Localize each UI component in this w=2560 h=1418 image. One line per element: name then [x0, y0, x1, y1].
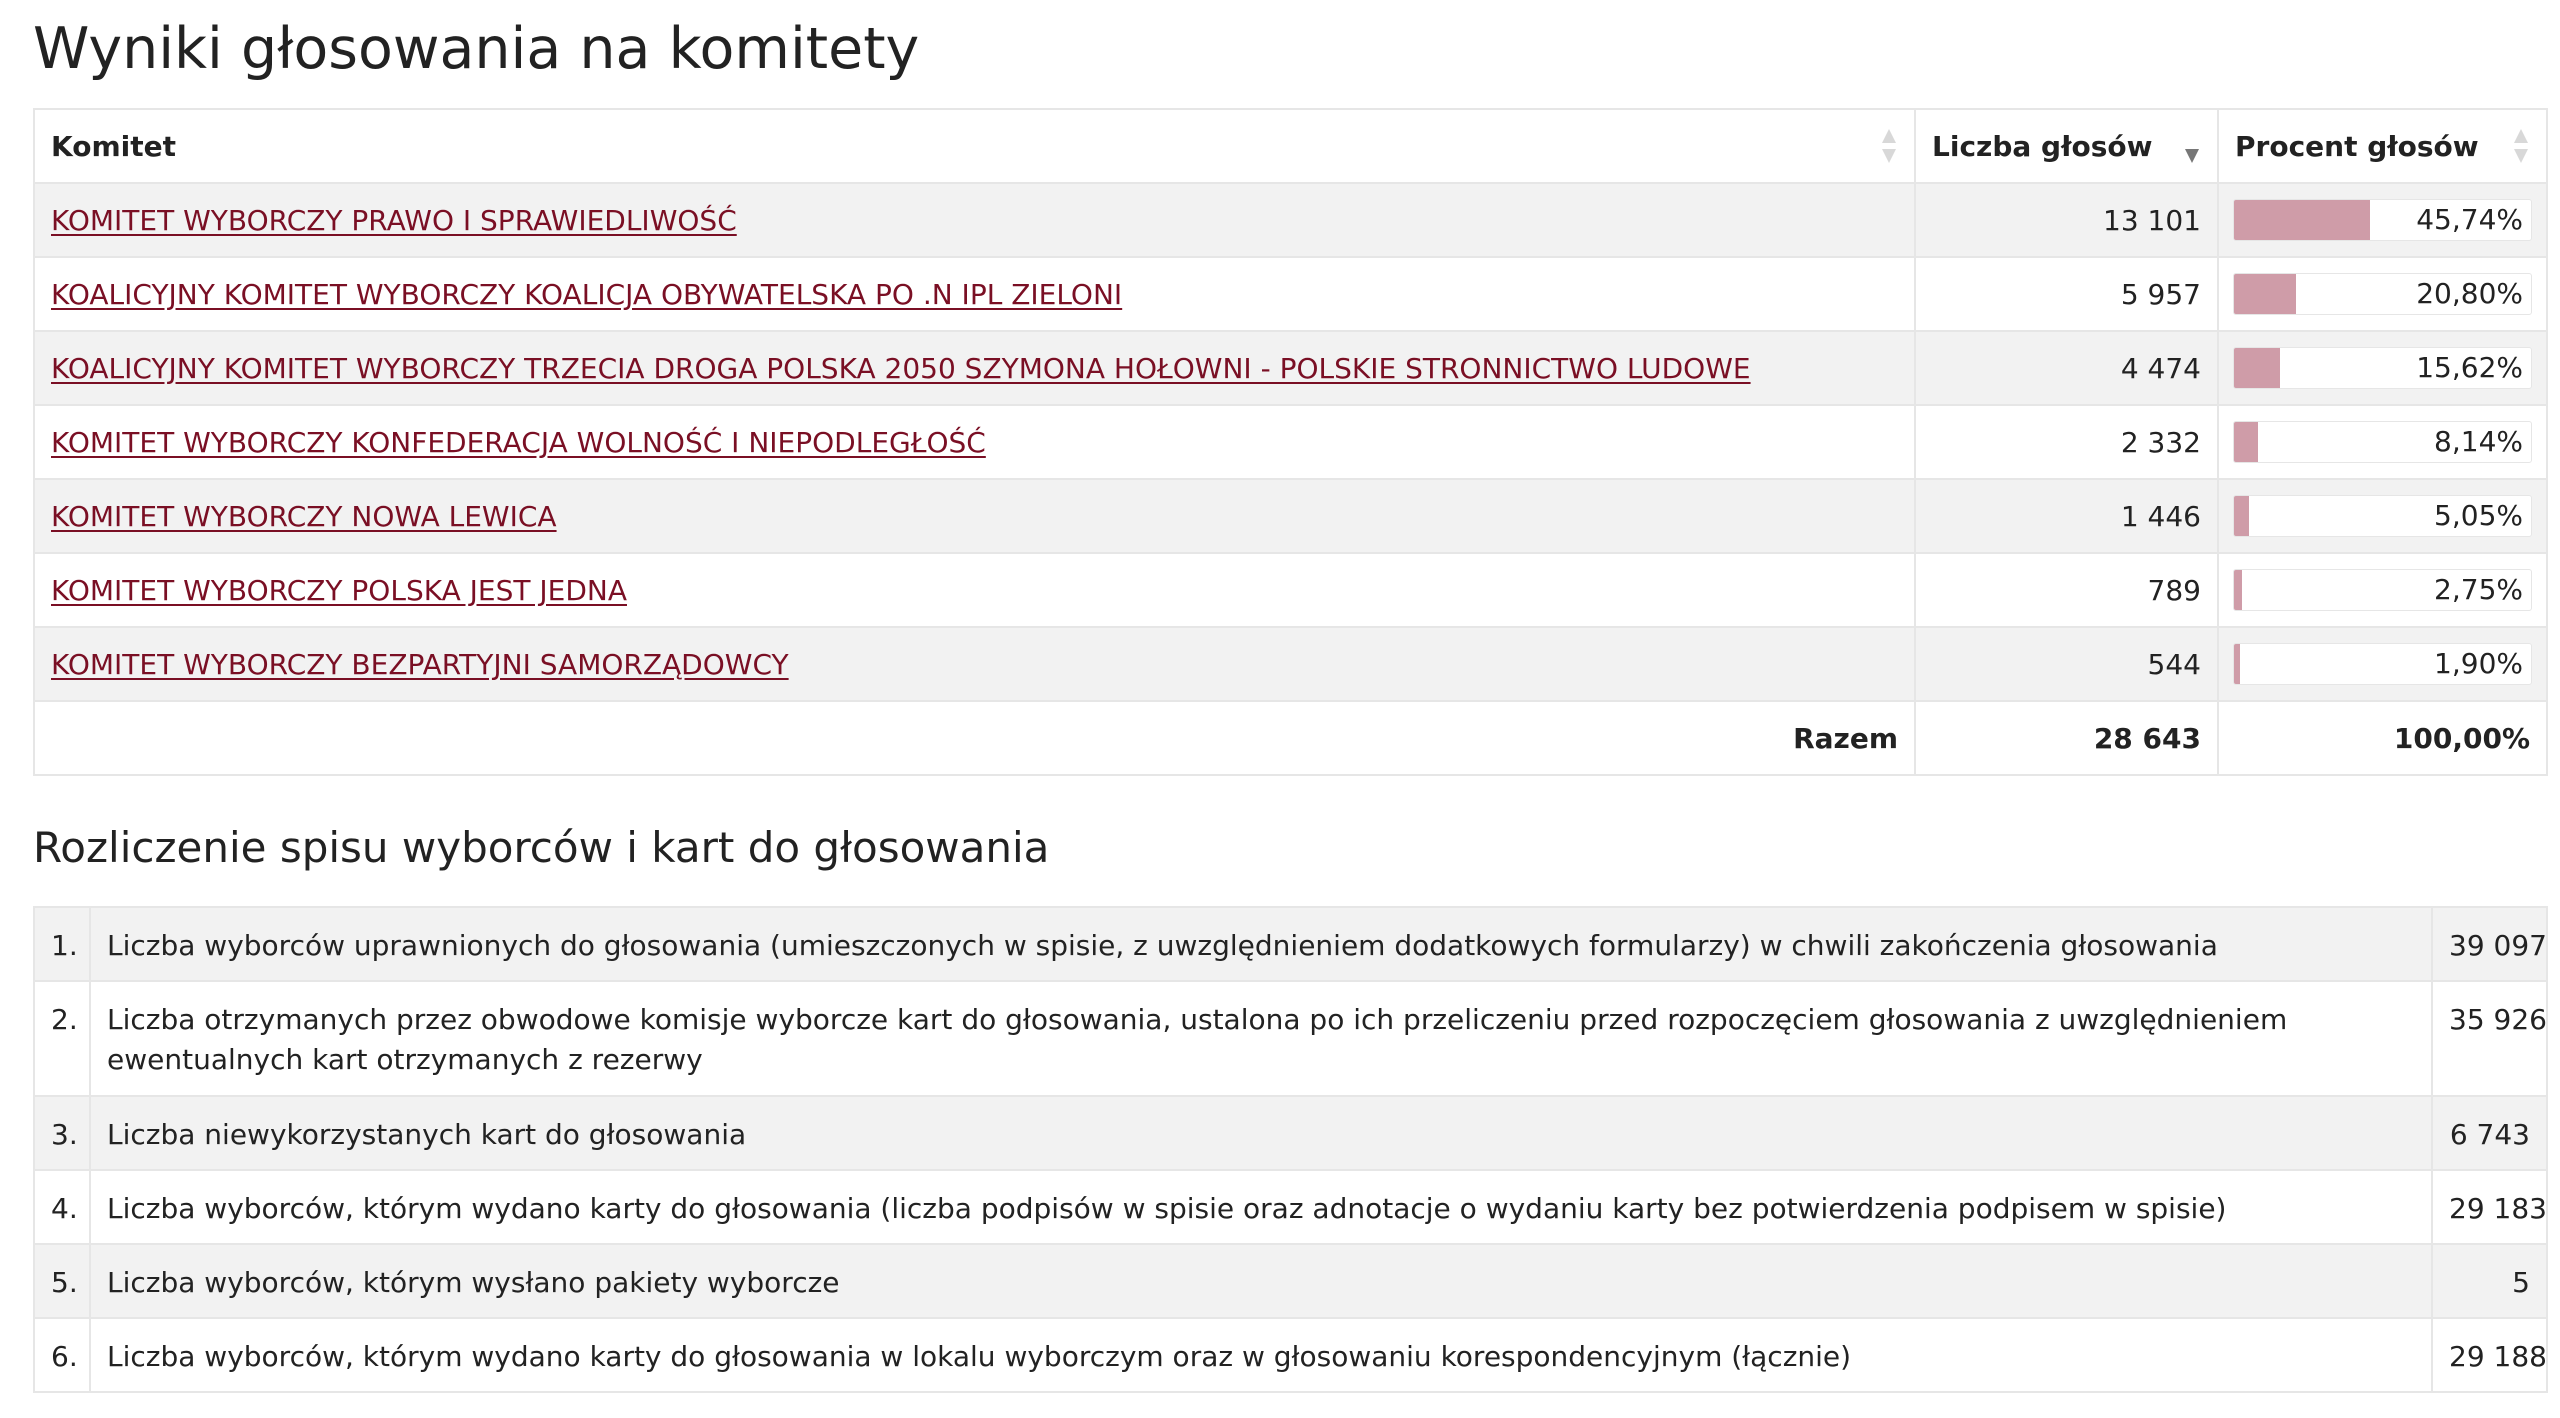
sort-icon[interactable] [2514, 129, 2528, 163]
committee-cell [34, 479, 1915, 553]
percent-bar-fill [2234, 422, 2258, 462]
committee-link[interactable]: KOALICYJNY KOMITET WYBORCZY TRZECIA DROGA POLSKA 2050 SZYMONA HOŁOWNI - POLSKIE STRONNICTWO LUDOWE [51, 351, 1751, 385]
table-row [34, 331, 2547, 405]
results-header-row [34, 109, 2547, 183]
header-percent-label: Procent głosów [2235, 129, 2479, 163]
percent-cell [2218, 183, 2547, 257]
percent-bar [2233, 421, 2532, 463]
percent-label: 1,90% [2434, 647, 2523, 680]
percent-label: 8,14% [2434, 425, 2523, 458]
votes-cell: 544 [1915, 627, 2218, 701]
row-value: 29 183 [2432, 1170, 2547, 1244]
percent-bar-fill [2234, 644, 2240, 684]
percent-bar-fill [2234, 274, 2296, 314]
page [33, 0, 2546, 1393]
results-title: Wyniki głosowania na komitety [33, 16, 920, 82]
committee-link[interactable]: KOMITET WYBORCZY POLSKA JEST JEDNA [51, 573, 627, 607]
committee-cell [34, 257, 1915, 331]
votes-cell: 789 [1915, 553, 2218, 627]
percent-bar [2233, 495, 2532, 537]
percent-bar-fill [2234, 496, 2249, 536]
summary-title: Rozliczenie spisu wyborców i kart do głosowania [33, 823, 1050, 872]
row-index: 1. [34, 907, 90, 981]
row-value: 6 743 [2432, 1096, 2547, 1170]
votes-cell: 2 332 [1915, 405, 2218, 479]
committee-cell [34, 183, 1915, 257]
table-row [34, 1318, 2547, 1392]
committee-cell [34, 627, 1915, 701]
percent-bar-fill [2234, 348, 2280, 388]
header-votes[interactable] [1915, 109, 2218, 183]
committee-link[interactable]: KOMITET WYBORCZY KONFEDERACJA WOLNOŚĆ I NIEPODLEGŁOŚĆ [51, 425, 986, 459]
table-row [34, 627, 2547, 701]
committee-link[interactable]: KOALICYJNY KOMITET WYBORCZY KOALICJA OBYWATELSKA PO .N IPL ZIELONI [51, 277, 1123, 311]
row-label: Liczba wyborców uprawnionych do głosowania (umieszczonych w spisie, z uwzględnieniem dodatkowych formularzy) w chwili zakończenia głosowania [90, 907, 2432, 981]
committee-cell [34, 553, 1915, 627]
header-committee[interactable] [34, 109, 1915, 183]
sort-icon[interactable] [1882, 129, 1896, 163]
row-label: Liczba otrzymanych przez obwodowe komisje wyborcze kart do głosowania, ustalona po ich przeliczeniu przed rozpoczęciem głosowania z uwzględnieniem ewentualnych kart otrzymanych z rezerwy [90, 981, 2432, 1096]
votes-cell: 13 101 [1915, 183, 2218, 257]
committee-link[interactable]: KOMITET WYBORCZY PRAWO I SPRAWIEDLIWOŚĆ [51, 203, 737, 237]
row-label: Liczba wyborców, którym wysłano pakiety wyborcze [90, 1244, 2432, 1318]
row-value: 5 [2432, 1244, 2547, 1318]
results-table [33, 108, 2548, 776]
row-index: 5. [34, 1244, 90, 1318]
percent-bar-fill [2234, 570, 2242, 610]
committee-link[interactable]: KOMITET WYBORCZY BEZPARTYJNI SAMORZĄDOWCY [51, 647, 789, 681]
percent-bar-fill [2234, 200, 2370, 240]
percent-bar [2233, 273, 2532, 315]
percent-bar [2233, 569, 2532, 611]
total-row [34, 701, 2547, 775]
percent-label: 45,74% [2416, 203, 2523, 236]
percent-cell [2218, 479, 2547, 553]
committee-cell [34, 405, 1915, 479]
percent-cell [2218, 627, 2547, 701]
votes-cell: 1 446 [1915, 479, 2218, 553]
header-votes-label: Liczba głosów [1932, 129, 2153, 163]
percent-label: 5,05% [2434, 499, 2523, 532]
row-index: 2. [34, 981, 90, 1096]
row-label: Liczba niewykorzystanych kart do głosowania [90, 1096, 2432, 1170]
table-row [34, 479, 2547, 553]
row-label: Liczba wyborców, którym wydano karty do głosowania w lokalu wyborczym oraz w głosowaniu korespondencyjnym (łącznie) [90, 1318, 2432, 1392]
row-value: 29 188 [2432, 1318, 2547, 1392]
committee-link[interactable]: KOMITET WYBORCZY NOWA LEWICA [51, 499, 557, 533]
table-row [34, 405, 2547, 479]
percent-bar [2233, 643, 2532, 685]
header-committee-label: Komitet [51, 129, 176, 163]
table-row [34, 257, 2547, 331]
percent-cell [2218, 553, 2547, 627]
table-row [34, 1170, 2547, 1244]
total-votes: 28 643 [1915, 701, 2218, 775]
percent-label: 15,62% [2416, 351, 2523, 384]
table-row [34, 1244, 2547, 1318]
votes-cell: 5 957 [1915, 257, 2218, 331]
percent-label: 2,75% [2434, 573, 2523, 606]
total-label: Razem [34, 701, 1915, 775]
percent-label: 20,80% [2416, 277, 2523, 310]
sort-desc-icon[interactable] [2185, 129, 2199, 163]
percent-cell [2218, 331, 2547, 405]
total-percent: 100,00% [2218, 701, 2547, 775]
table-row [34, 553, 2547, 627]
row-label: Liczba wyborców, którym wydano karty do głosowania (liczba podpisów w spisie oraz adnotacje o wydaniu karty bez potwierdzenia podpisem w spisie) [90, 1170, 2432, 1244]
row-index: 6. [34, 1318, 90, 1392]
committee-cell [34, 331, 1915, 405]
percent-bar [2233, 347, 2532, 389]
table-row [34, 1096, 2547, 1170]
votes-cell: 4 474 [1915, 331, 2218, 405]
header-percent[interactable] [2218, 109, 2547, 183]
percent-bar [2233, 199, 2532, 241]
row-index: 3. [34, 1096, 90, 1170]
summary-table [33, 906, 2548, 1393]
table-row [34, 183, 2547, 257]
row-value: 35 926 [2432, 981, 2547, 1096]
percent-cell [2218, 405, 2547, 479]
table-row [34, 981, 2547, 1096]
table-row [34, 907, 2547, 981]
row-index: 4. [34, 1170, 90, 1244]
row-value: 39 097 [2432, 907, 2547, 981]
percent-cell [2218, 257, 2547, 331]
